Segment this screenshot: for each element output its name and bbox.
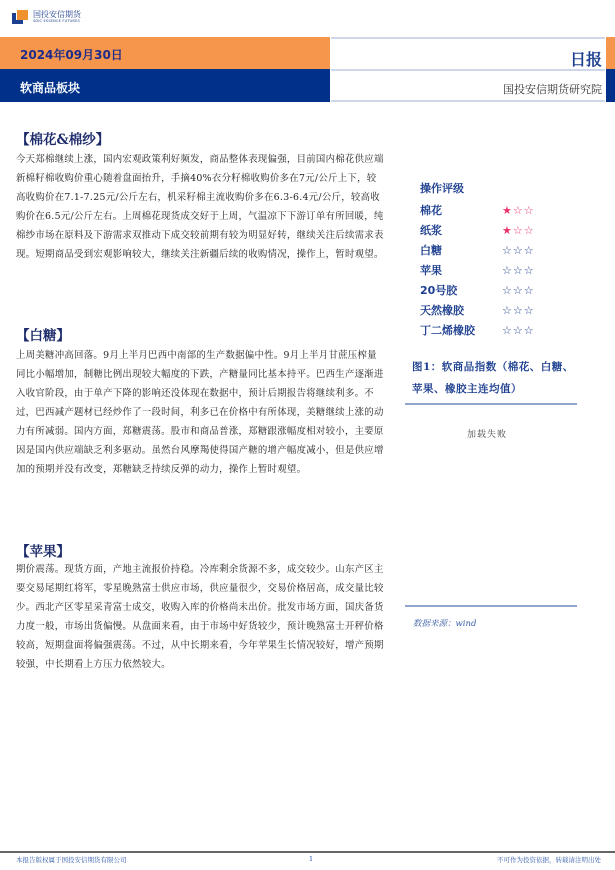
- figure-load-failed: 加载失败: [467, 430, 508, 440]
- star-rating-icon: ☆☆☆: [502, 283, 535, 297]
- rating-row: [420, 320, 535, 340]
- star-rating-icon: ☆☆☆: [502, 263, 535, 277]
- operation-rating-panel: [420, 180, 535, 340]
- logo-name-cn: 国投安信期货: [33, 9, 81, 19]
- star-rating-icon: ☆☆☆: [502, 323, 535, 337]
- rating-row: [420, 280, 535, 300]
- rating-row: [420, 200, 535, 220]
- figure-source: 数据来源：wind: [413, 619, 477, 629]
- rating-item-name: 苹果: [420, 264, 442, 277]
- logo-name-en: SDIC ESSENCE FUTURES: [33, 18, 80, 23]
- header-band-navy-right: [606, 69, 615, 102]
- rating-title: 操作评级: [420, 182, 464, 195]
- header-divider-top: [331, 37, 605, 39]
- rating-item-name: 纸浆: [420, 224, 442, 237]
- figure-divider-bottom: [405, 605, 577, 607]
- rating-item-name: 天然橡胶: [420, 304, 464, 317]
- report-sector: 软商品板块: [20, 81, 81, 95]
- section-body-sugar: 上周美糖冲高回落。9月上半月巴西中南部的生产数据偏中性。9月上半月甘蔗压榨量同比小幅增加，制糖比例出现较大幅度的下跌，产糖量同比基本持平。巴西生产逐渐进入收官阶段，由于单产下降的影响还没体现在数据中，预计后期报告将继续利多。不过，巴西减产题材已经炒作了一段时间，利多已在价格中有所体现，美糖继续上涨的动力有所减弱。国内方面，郑糖震荡。股市和商品普涨，郑糖跟涨幅度相对较小，主要原因是国内供应端缺乏利多驱动。虽然台风摩羯使得国产糖的增产幅度减小，但是供应增加的预期并没有改变，郑糖缺乏持续反弹的动力，操作上暂时观望。: [16, 350, 384, 475]
- rating-row: [420, 300, 535, 320]
- section-title-apple: 【苹果】: [16, 544, 70, 560]
- rating-item-name: 白糖: [420, 244, 442, 257]
- figure-title: 图1：软商品指数（棉花、白糖、苹果、橡胶主连均值）: [412, 361, 574, 395]
- rating-row: [420, 220, 535, 240]
- company-logo: [12, 10, 81, 24]
- header-divider-middle: [331, 69, 605, 71]
- section-title-cotton: 【棉花&棉纱】: [16, 132, 110, 148]
- figure-divider-top: [405, 403, 577, 405]
- header-band-orange-right: [606, 37, 615, 69]
- logo-mark-icon: [12, 10, 28, 24]
- rating-row: [420, 240, 535, 260]
- header-divider-bottom: [331, 100, 605, 102]
- star-rating-icon: ☆☆☆: [502, 303, 535, 317]
- star-rating-icon: ☆☆☆: [502, 243, 535, 257]
- rating-item-name: 棉花: [420, 204, 442, 217]
- rating-item-name: 20号胶: [420, 284, 458, 297]
- footer-page-number: 1: [309, 855, 314, 863]
- section-body-apple: 期价震荡。现货方面，产地主流报价持稳。冷库剩余货源不多，成交较少。山东产区主要交易尾期红将军，零星晚熟富士供应市场，供应量很少，交易价格居高，成交量比较少。西北产区零星采青富士成交，收购入库的价格尚未出价。批发市场方面，国庆备货力度一般，市场出货偏慢。从盘面来看，由于市场中好货较少，预计晚熟富士开秤价格较高，短期盘面将偏强震荡。不过，从中长期来看，今年苹果生长情况较好，增产预期较强，中长期看上方压力依然较大。: [16, 564, 384, 670]
- report-type: 日报: [569, 50, 602, 69]
- star-rating-icon: ★☆☆: [502, 223, 535, 237]
- rating-item-name: 丁二烯橡胶: [420, 324, 475, 337]
- report-date: 2024年09月30日: [20, 48, 123, 62]
- institute-name: 国投安信期货研究院: [503, 83, 602, 96]
- footer-divider: [0, 851, 615, 853]
- section-title-sugar: 【白糖】: [16, 328, 70, 344]
- rating-row: [420, 260, 535, 280]
- footer-disclaimer: 不可作为投资依据，转载请注明出处: [497, 856, 601, 864]
- footer-copyright: 本报告版权属于国投安信期货有限公司: [16, 856, 127, 864]
- section-body-cotton: 今天郑棉继续上涨，国内宏观政策利好频发，商品整体表现偏强，目前国内棉花供应端新棉籽棉收购价重心随着盘面抬升，手摘40%衣分籽棉收购价多在7元/公斤上下，较高收购价在7.1-7.25元/公斤左右，机采籽棉主流收购价多在6.3-6.4元/公斤，较高收购价在6.5元/公斤左右。上周棉花现货成交好于上周，气温凉下下游订单有所回暖，纯棉纱市场在原料及下游需求双推动下成交较前期有较为明显好转，继续关注后续需求表现。短期商品受到宏观影响较大，继续关注新疆后续的收购情况，操作上，暂时观望。: [16, 154, 384, 260]
- star-rating-icon: ★☆☆: [502, 203, 535, 217]
